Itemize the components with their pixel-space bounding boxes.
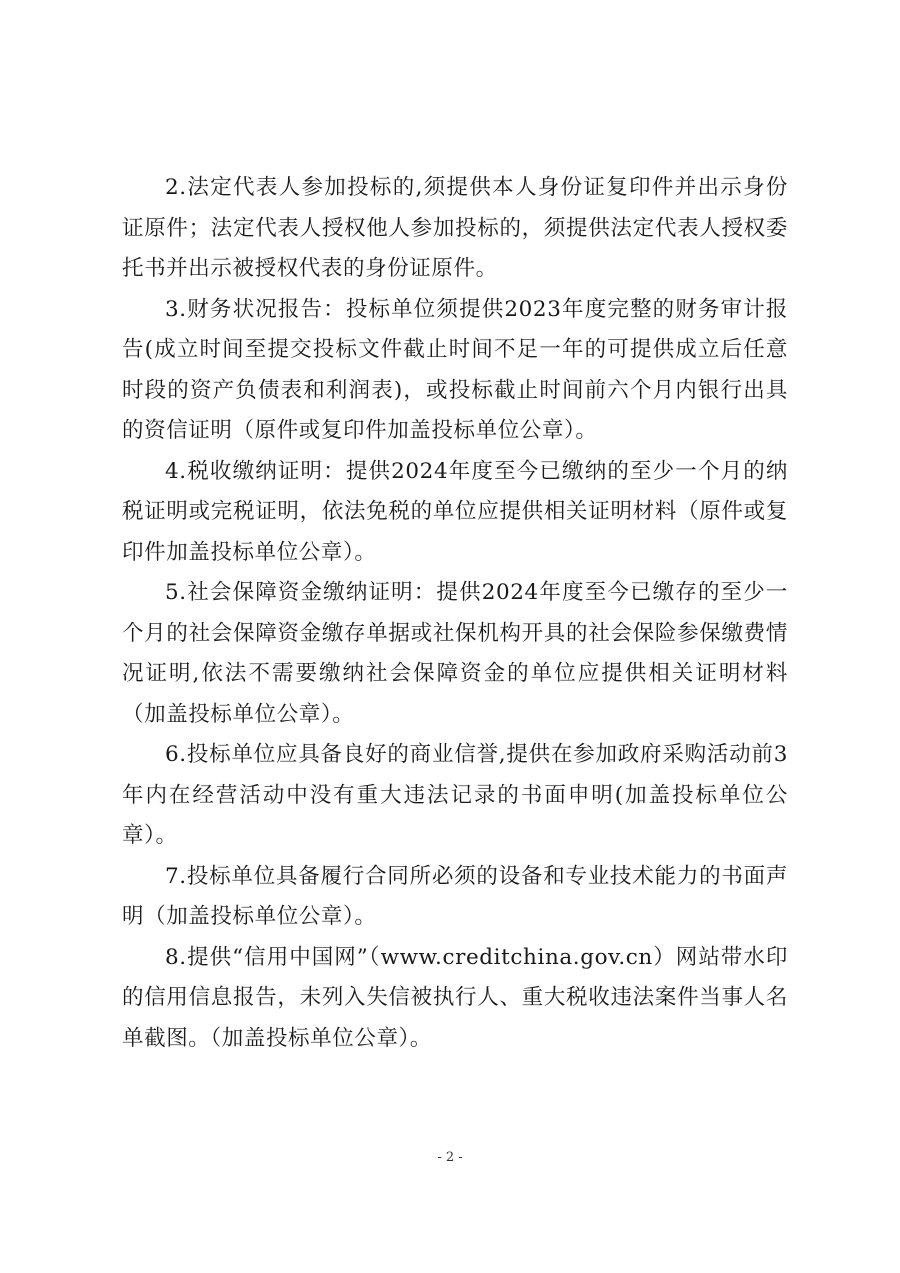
page-number: - 2 -: [437, 1150, 463, 1165]
paragraph-item-2: 2.法定代表人参加投标的,须提供本人身份证复印件并出示身份证原件；法定代表人授权他人参加投标的，须提供法定代表人授权委托书并出示被授权代表的身份证原件。: [122, 175, 788, 281]
paragraph-item-4: 4.税收缴纳证明：提供2024年度至今已缴纳的至少一个月的纳税证明或完税证明，依法免税的单位应提供相关证明材料（原件或复印件加盖投标单位公章）。: [122, 458, 788, 565]
paragraph-item-8: 8.提供“信用中国网”（www.creditchina.gov.cn）网站带水印的信用信息报告，未列入失信被执行人、重大税收违法案件当事人名单截图。（加盖投标单位公章）。: [122, 944, 788, 1051]
paragraph-item-3: 3.财务状况报告：投标单位须提供2023年度完整的财务审计报告(成立时间至提交投标文件截止时间不足一年的可提供成立后任意时段的资产负债表和利润表)，或投标截止时间前六个月内银行出具的资信证明（原件或复印件加盖投标单位公章）。: [122, 296, 788, 443]
document-body: [122, 168, 788, 1059]
paragraph-item-7: 7.投标单位具备履行合同所必须的设备和专业技术能力的书面声明（加盖投标单位公章）。: [122, 863, 788, 929]
paragraph-item-5: 5.社会保障资金缴纳证明：提供2024年度至今已缴存的至少一个月的社会保障资金缴存单据或社保机构开具的社会保险参保缴费情况证明,依法不需要缴纳社会保障资金的单位应提供相关证明材料（加盖投标单位公章）。: [122, 580, 788, 727]
paragraph-item-6: 6.投标单位应具备良好的商业信誉,提供在参加政府采购活动前3年内在经营活动中没有重大违法记录的书面申明(加盖投标单位公章）。: [122, 742, 788, 848]
